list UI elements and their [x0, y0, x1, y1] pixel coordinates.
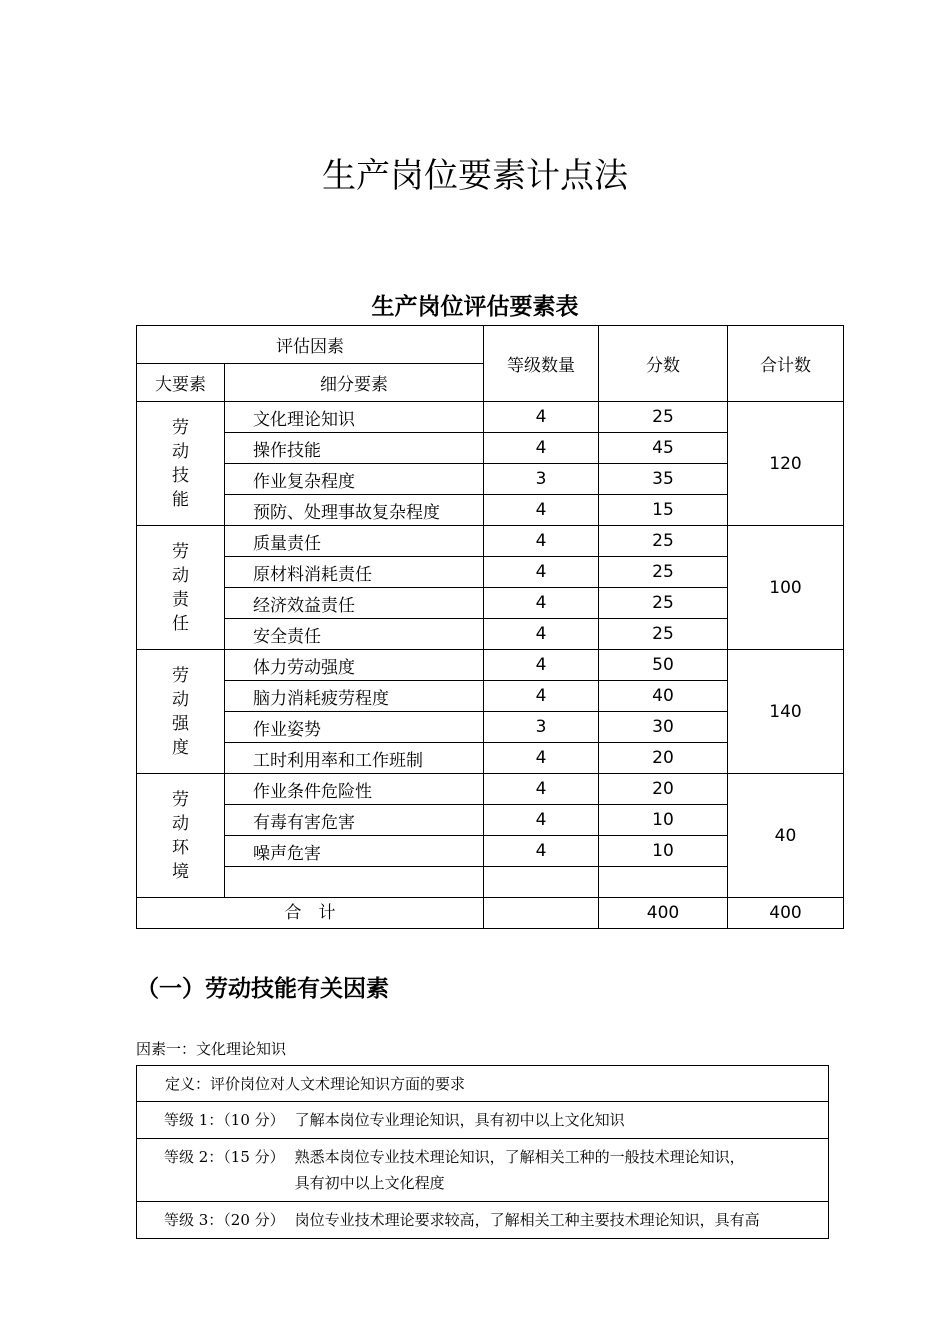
sub-factor-cell: 操作技能	[225, 433, 484, 464]
document-title: 生产岗位要素计点法	[322, 156, 628, 196]
level-row	[138, 1203, 827, 1237]
sub-factor-cell: 质量责任	[225, 526, 484, 557]
group-total-cell: 40	[728, 774, 844, 898]
score-cell: 10	[599, 836, 728, 867]
evaluation-factors-table	[136, 325, 844, 929]
group-total-cell: 100	[728, 526, 844, 650]
grade-count-cell: 3	[484, 712, 599, 743]
score-cell: 25	[599, 557, 728, 588]
score-cell: 50	[599, 650, 728, 681]
sub-factor-cell: 噪声危害	[225, 836, 484, 867]
factor-definition: 定义：评价岗位对人文术理论知识方面的要求	[137, 1066, 829, 1102]
table-row	[137, 774, 844, 805]
sub-factor-cell: 作业复杂程度	[225, 464, 484, 495]
score-cell: 25	[599, 526, 728, 557]
score-cell: 30	[599, 712, 728, 743]
sub-factor-cell: 脑力消耗疲劳程度	[225, 681, 484, 712]
sub-factor-cell	[225, 867, 484, 898]
major-factor-cell	[137, 650, 225, 774]
major-factor-name: 劳动责任	[172, 541, 189, 634]
score-cell	[599, 867, 728, 898]
total-row	[137, 898, 844, 929]
factor-label: 因素一：文化理论知识	[136, 1040, 287, 1058]
header-grade-count: 等级数量	[484, 326, 599, 402]
grade-count-cell: 4	[484, 526, 599, 557]
major-factor-cell	[137, 774, 225, 898]
score-cell: 25	[599, 619, 728, 650]
sub-factor-cell: 体力劳动强度	[225, 650, 484, 681]
grade-count-cell: 4	[484, 557, 599, 588]
score-cell: 40	[599, 681, 728, 712]
grade-count-cell: 4	[484, 619, 599, 650]
score-cell: 25	[599, 402, 728, 433]
header-sub-factor: 细分要素	[225, 364, 484, 402]
grade-count-cell: 4	[484, 774, 599, 805]
score-cell: 45	[599, 433, 728, 464]
total-label-cell: 合 计	[137, 898, 484, 929]
grade-count-cell: 4	[484, 805, 599, 836]
group-total-cell: 140	[728, 650, 844, 774]
level-text: 熟悉本岗位专业技术理论知识，了解相关工种的一般技术理论知识，具有初中以上文化程度	[294, 1148, 745, 1192]
level-text: 了解本岗位专业理论知识，具有初中以上文化知识	[294, 1111, 625, 1129]
score-cell: 20	[599, 743, 728, 774]
grade-count-cell: 4	[484, 743, 599, 774]
score-cell: 10	[599, 805, 728, 836]
major-factor-cell	[137, 402, 225, 526]
table-row	[137, 526, 844, 557]
grade-count-cell: 4	[484, 588, 599, 619]
sub-factor-cell: 安全责任	[225, 619, 484, 650]
major-factor-cell	[137, 526, 225, 650]
sub-factor-cell: 原材料消耗责任	[225, 557, 484, 588]
score-cell: 35	[599, 464, 728, 495]
score-cell: 15	[599, 495, 728, 526]
level-row	[138, 1103, 827, 1137]
level-lead: 等级 2：（15 分）	[164, 1148, 285, 1166]
table-row	[137, 650, 844, 681]
sub-factor-cell: 文化理论知识	[225, 402, 484, 433]
grade-count-cell: 4	[484, 495, 599, 526]
sub-factor-cell: 作业条件危险性	[225, 774, 484, 805]
header-score: 分数	[599, 326, 728, 402]
table-row	[137, 402, 844, 433]
factor-definition-table	[136, 1065, 829, 1239]
header-total-count: 合计数	[728, 326, 844, 402]
total-grades-cell	[484, 898, 599, 929]
grade-count-cell: 3	[484, 464, 599, 495]
group-total-cell: 120	[728, 402, 844, 526]
level-row	[138, 1140, 827, 1200]
score-cell: 25	[599, 588, 728, 619]
sub-factor-cell: 作业姿势	[225, 712, 484, 743]
sub-factor-cell: 有毒有害危害	[225, 805, 484, 836]
major-factor-name: 劳动技能	[172, 417, 189, 510]
grade-count-cell: 4	[484, 681, 599, 712]
table-title: 生产岗位评估要素表	[371, 294, 579, 320]
level-lead: 等级 1：（10 分）	[164, 1111, 285, 1129]
grade-count-cell: 4	[484, 836, 599, 867]
level-text: 岗位专业技术理论要求较高，了解相关工种主要技术理论知识，具有高	[294, 1211, 760, 1229]
sub-factor-cell: 工时利用率和工作班制	[225, 743, 484, 774]
major-factor-name: 劳动环境	[172, 789, 189, 882]
grade-count-cell: 4	[484, 402, 599, 433]
grade-count-cell: 4	[484, 433, 599, 464]
grade-count-cell	[484, 867, 599, 898]
sub-factor-cell: 预防、处理事故复杂程度	[225, 495, 484, 526]
grade-count-cell: 4	[484, 650, 599, 681]
header-evaluation-factors: 评估因素	[137, 326, 484, 364]
sub-factor-cell: 经济效益责任	[225, 588, 484, 619]
score-cell: 20	[599, 774, 728, 805]
header-major-factor: 大要素	[137, 364, 225, 402]
section-heading: （一）劳动技能有关因素	[136, 976, 389, 1002]
grand-total-cell: 400	[728, 898, 844, 929]
level-lead: 等级 3：（20 分）	[164, 1211, 285, 1229]
major-factor-name: 劳动强度	[172, 665, 189, 758]
total-score-cell: 400	[599, 898, 728, 929]
